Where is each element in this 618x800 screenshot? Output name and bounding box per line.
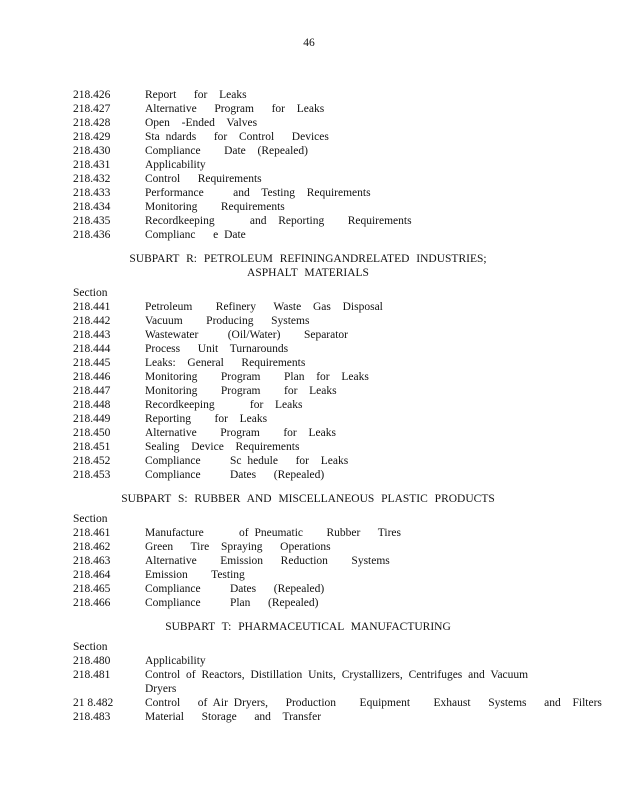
section-title: Alternative Emission Reduction Systems	[145, 555, 390, 567]
toc-section	[73, 620, 602, 724]
section-number: 218.432	[73, 173, 111, 185]
section-title: Process Unit Turnarounds	[145, 343, 289, 355]
toc-entry	[73, 596, 543, 610]
section-title: Control Requirements	[145, 173, 262, 185]
section-number: 218.452	[73, 455, 111, 467]
toc-entry	[73, 696, 602, 710]
section-number: 218.464	[73, 569, 111, 581]
section-title: Open -Ended Valves	[145, 117, 258, 129]
toc-entry	[73, 342, 543, 356]
section-number: 218.426	[73, 89, 111, 101]
section-number: 218.433	[73, 187, 111, 199]
section-title: Applicability	[145, 159, 206, 171]
section-title: Monitoring Program Plan for Leaks	[145, 371, 369, 383]
section-number: 218.483	[73, 711, 111, 723]
section-number: 218.449	[73, 413, 111, 425]
toc-entry	[73, 582, 543, 596]
toc-entry	[73, 568, 543, 582]
section-title: Performance and Testing Requirements	[145, 187, 371, 199]
toc-entry	[73, 186, 543, 200]
section-number: 218.435	[73, 215, 111, 227]
section-title: Complianc e Date	[145, 229, 246, 241]
subpart-heading-line: SUBPART T: PHARMACEUTICAL MANUFACTURING	[165, 621, 451, 633]
toc-entry	[73, 710, 543, 724]
section-title: Control of Air Dryers, Production Equipment Exhaust Systems and Filters	[145, 697, 602, 709]
subpart-heading-line: SUBPART R: PETROLEUM REFININGANDRELATED INDUSTRIES;	[129, 253, 487, 265]
section-label: Section	[73, 287, 108, 299]
toc-section	[73, 492, 543, 610]
section-title: Applicability	[145, 655, 206, 667]
section-number: 218.481	[73, 669, 111, 681]
toc-section	[73, 88, 543, 242]
section-number: 218.429	[73, 131, 111, 143]
toc-entry	[73, 328, 543, 342]
toc-entry	[73, 300, 543, 314]
section-number: 218.463	[73, 555, 111, 567]
subpart-heading	[73, 492, 543, 506]
toc-entry	[73, 412, 543, 426]
section-title: Alternative Program for Leaks	[145, 103, 325, 115]
toc-entry	[73, 370, 543, 384]
section-title: Leaks: General Requirements	[145, 357, 306, 369]
toc-entry	[73, 468, 543, 482]
toc-entry	[73, 398, 543, 412]
section-number: 218.441	[73, 301, 111, 313]
section-title: Sealing Device Requirements	[145, 441, 300, 453]
section-number: 218.430	[73, 145, 111, 157]
subpart-heading-line: ASPHALT MATERIALS	[247, 267, 369, 279]
toc-entry	[73, 668, 543, 696]
subpart-heading	[73, 252, 543, 280]
toc-entry	[73, 454, 543, 468]
section-number: 218.442	[73, 315, 111, 327]
section-number: 218.453	[73, 469, 111, 481]
section-title: Monitoring Program for Leaks	[145, 385, 337, 397]
section-title: Emission Testing	[145, 569, 245, 581]
section-title: Alternative Program for Leaks	[145, 427, 336, 439]
section-title: Monitoring Requirements	[145, 201, 285, 213]
section-title: Sta ndards for Control Devices	[145, 131, 329, 143]
section-number: 218.447	[73, 385, 111, 397]
section-title: Compliance Date (Repealed)	[145, 145, 308, 157]
section-title: Report for Leaks	[145, 89, 247, 101]
section-number: 218.462	[73, 541, 111, 553]
section-number: 218.465	[73, 583, 111, 595]
toc-entry	[73, 144, 543, 158]
section-title: Reporting for Leaks	[145, 413, 268, 425]
toc-entry	[73, 228, 543, 242]
toc-entry	[73, 172, 543, 186]
section-title: Wastewater (Oil/Water) Separator	[145, 329, 349, 341]
section-number: 218.436	[73, 229, 111, 241]
section-title: Vacuum Producing Systems	[145, 315, 310, 327]
section-number: 218.448	[73, 399, 111, 411]
section-title: Petroleum Refinery Waste Gas Disposal	[145, 301, 383, 313]
section-title: Green Tire Spraying Operations	[145, 541, 331, 553]
toc-entry	[73, 426, 543, 440]
toc-entry	[73, 440, 543, 454]
section-number: 218.431	[73, 159, 111, 171]
toc-entry	[73, 356, 543, 370]
toc-entry	[73, 130, 543, 144]
toc-entry	[73, 214, 543, 228]
page-number: 46	[303, 37, 315, 49]
section-number: 218.443	[73, 329, 111, 341]
toc-entry	[73, 654, 543, 668]
toc-entry	[73, 102, 543, 116]
toc-entry	[73, 540, 543, 554]
section-title: Manufacture of Pneumatic Rubber Tires	[145, 527, 401, 539]
section-title: Compliance Sc hedule for Leaks	[145, 455, 349, 467]
subpart-heading	[73, 620, 543, 634]
section-number: 218.444	[73, 343, 111, 355]
section-number: 21 8.482	[73, 697, 114, 709]
section-number: 218.427	[73, 103, 111, 115]
section-number: 218.461	[73, 527, 111, 539]
section-number: 218.434	[73, 201, 111, 213]
section-title: Control of Reactors, Distillation Units, Crystallizers, Centrifuges and Vacuum Dryers	[145, 669, 529, 695]
section-number: 218.450	[73, 427, 111, 439]
section-title: Recordkeeping and Reporting Requirements	[145, 215, 412, 227]
section-number: 218.428	[73, 117, 111, 129]
toc-entry	[73, 314, 543, 328]
section-number: 218.480	[73, 655, 111, 667]
toc-entry	[73, 384, 543, 398]
toc-section	[73, 252, 543, 482]
section-label: Section	[73, 513, 108, 525]
table-of-contents	[73, 88, 602, 724]
section-title: Recordkeeping for Leaks	[145, 399, 303, 411]
section-title: Compliance Dates (Repealed)	[145, 469, 325, 481]
section-title: Compliance Dates (Repealed)	[145, 583, 325, 595]
section-number: 218.445	[73, 357, 111, 369]
toc-entry	[73, 554, 543, 568]
toc-entry	[73, 88, 543, 102]
subpart-heading-line: SUBPART S: RUBBER AND MISCELLANEOUS PLASTIC PRODUCTS	[121, 493, 495, 505]
toc-entry	[73, 158, 543, 172]
toc-entry	[73, 116, 543, 130]
section-title: Material Storage and Transfer	[145, 711, 322, 723]
section-number: 218.451	[73, 441, 111, 453]
section-title: Compliance Plan (Repealed)	[145, 597, 319, 609]
toc-entry	[73, 526, 543, 540]
section-label: Section	[73, 641, 108, 653]
section-number: 218.466	[73, 597, 111, 609]
section-number: 218.446	[73, 371, 111, 383]
toc-entry	[73, 200, 543, 214]
